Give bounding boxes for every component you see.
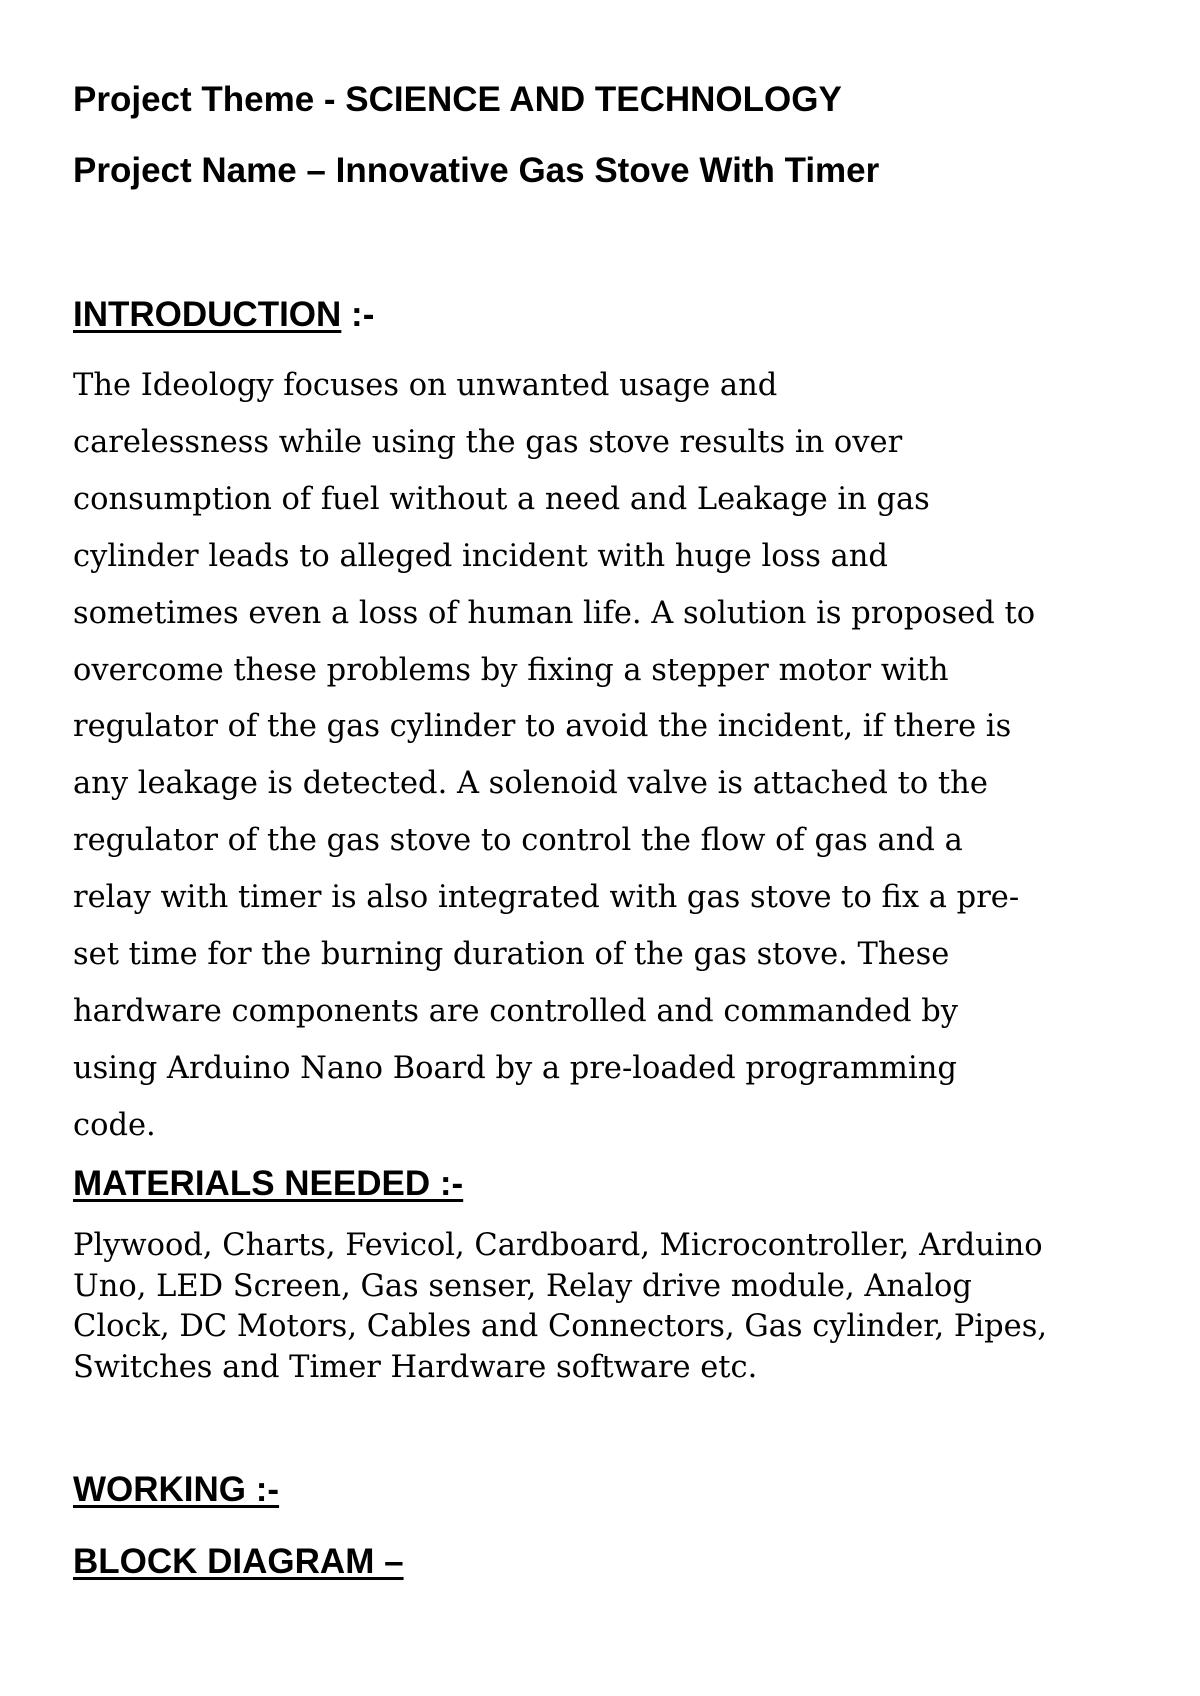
introduction-line: overcome these problems by fixing a stepper motor with: [73, 652, 949, 688]
introduction-line: any leakage is detected. A solenoid valve is attached to the: [73, 766, 988, 802]
introduction-heading-label: INTRODUCTION: [73, 295, 342, 334]
introduction-line: regulator of the gas stove to control the flow of gas and a: [73, 823, 963, 859]
materials-line: Clock, DC Motors, Cables and Connectors, Gas cylinder, Pipes,: [73, 1309, 1048, 1344]
project-name-title: Project Name – Innovative Gas Stove With Timer: [73, 151, 880, 190]
working-heading: WORKING :-: [73, 1470, 280, 1509]
introduction-line: sometimes even a loss of human life. A solution is proposed to: [73, 595, 1036, 631]
introduction-line: using Arduino Nano Board by a pre-loaded programming: [73, 1050, 957, 1086]
introduction-line: cylinder leads to alleged incident with huge loss and: [73, 538, 888, 574]
introduction-line: set time for the burning duration of the gas stove. These: [73, 937, 950, 973]
introduction-line: regulator of the gas cylinder to avoid the incident, if there is: [73, 709, 1012, 745]
introduction-line: hardware components are controlled and commanded by: [73, 993, 959, 1029]
materials-line: Switches and Timer Hardware software etc.: [73, 1349, 758, 1385]
introduction-line: consumption of fuel without a need and Leakage in gas: [73, 481, 930, 517]
materials-line: Plywood, Charts, Fevicol, Cardboard, Microcontroller, Arduino: [73, 1228, 1043, 1263]
project-theme-title: Project Theme - SCIENCE AND TECHNOLOGY: [73, 80, 842, 119]
materials-paragraph: [73, 1226, 1143, 1388]
block-diagram-heading: BLOCK DIAGRAM –: [73, 1542, 404, 1581]
introduction-heading: [73, 295, 374, 335]
introduction-line: carelessness while using the gas stove results in over: [73, 424, 903, 460]
introduction-heading-suffix: :-: [341, 295, 375, 334]
introduction-line: relay with timer is also integrated with gas stove to fix a pre-: [73, 880, 1020, 916]
materials-heading: MATERIALS NEEDED :-: [73, 1164, 464, 1203]
introduction-line: code.: [73, 1107, 156, 1143]
introduction-paragraph: [73, 358, 1133, 1155]
introduction-line: The Ideology focuses on unwanted usage and: [73, 368, 778, 403]
materials-line: Uno, LED Screen, Gas senser, Relay drive module, Analog: [73, 1268, 972, 1304]
